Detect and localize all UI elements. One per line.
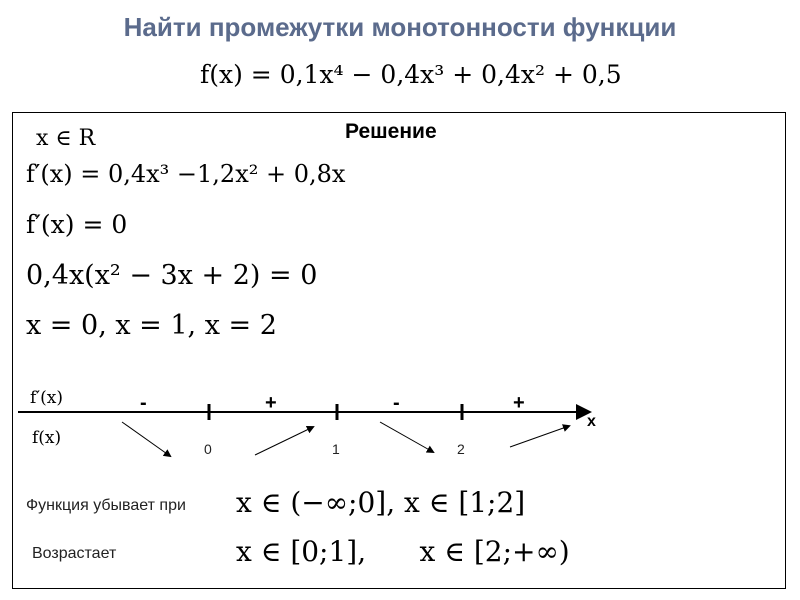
function-formula: f(x) = 0,1x⁴ − 0,4x³ + 0,4x² + 0,5 bbox=[200, 60, 622, 89]
decreasing-intervals: x ∈ (−∞;0], x ∈ [1;2] bbox=[236, 486, 526, 519]
solution-heading: Решение bbox=[345, 120, 437, 143]
increasing-arrow bbox=[255, 427, 313, 455]
derivative-equation: f′(x) = 0 bbox=[26, 210, 128, 239]
page-title: Найти промежутки монотонности функции bbox=[123, 12, 677, 42]
derivative-formula: f′(x) = 0,4x³ −1,2x² + 0,8x bbox=[26, 160, 346, 188]
point-label-2: 2 bbox=[457, 441, 465, 457]
derivative-sign-label: f′(x) bbox=[30, 388, 64, 408]
increasing-arrow bbox=[510, 426, 569, 447]
sign-interval-4: + bbox=[513, 392, 525, 414]
point-label-1: 1 bbox=[332, 441, 340, 457]
sign-interval-2: + bbox=[265, 392, 277, 414]
decreasing-arrow bbox=[122, 422, 170, 456]
sign-interval-1: - bbox=[140, 392, 147, 414]
increasing-intervals: x ∈ [0;1], x ∈ [2;+∞) bbox=[236, 535, 570, 568]
function-monotonicity-label: f(x) bbox=[32, 428, 62, 448]
domain-formula: x ∈ R bbox=[36, 126, 96, 151]
point-label-0: 0 bbox=[204, 441, 212, 457]
increasing-label: Возрастает bbox=[32, 545, 117, 562]
decreasing-arrow bbox=[380, 422, 433, 452]
factored-equation: 0,4x(x² − 3x + 2) = 0 bbox=[26, 260, 318, 291]
decreasing-label: Функция убывает при bbox=[26, 497, 186, 514]
sign-interval-3: - bbox=[393, 392, 400, 414]
axis-label-x: x bbox=[587, 413, 596, 430]
roots-formula: x = 0, x = 1, x = 2 bbox=[26, 310, 277, 341]
